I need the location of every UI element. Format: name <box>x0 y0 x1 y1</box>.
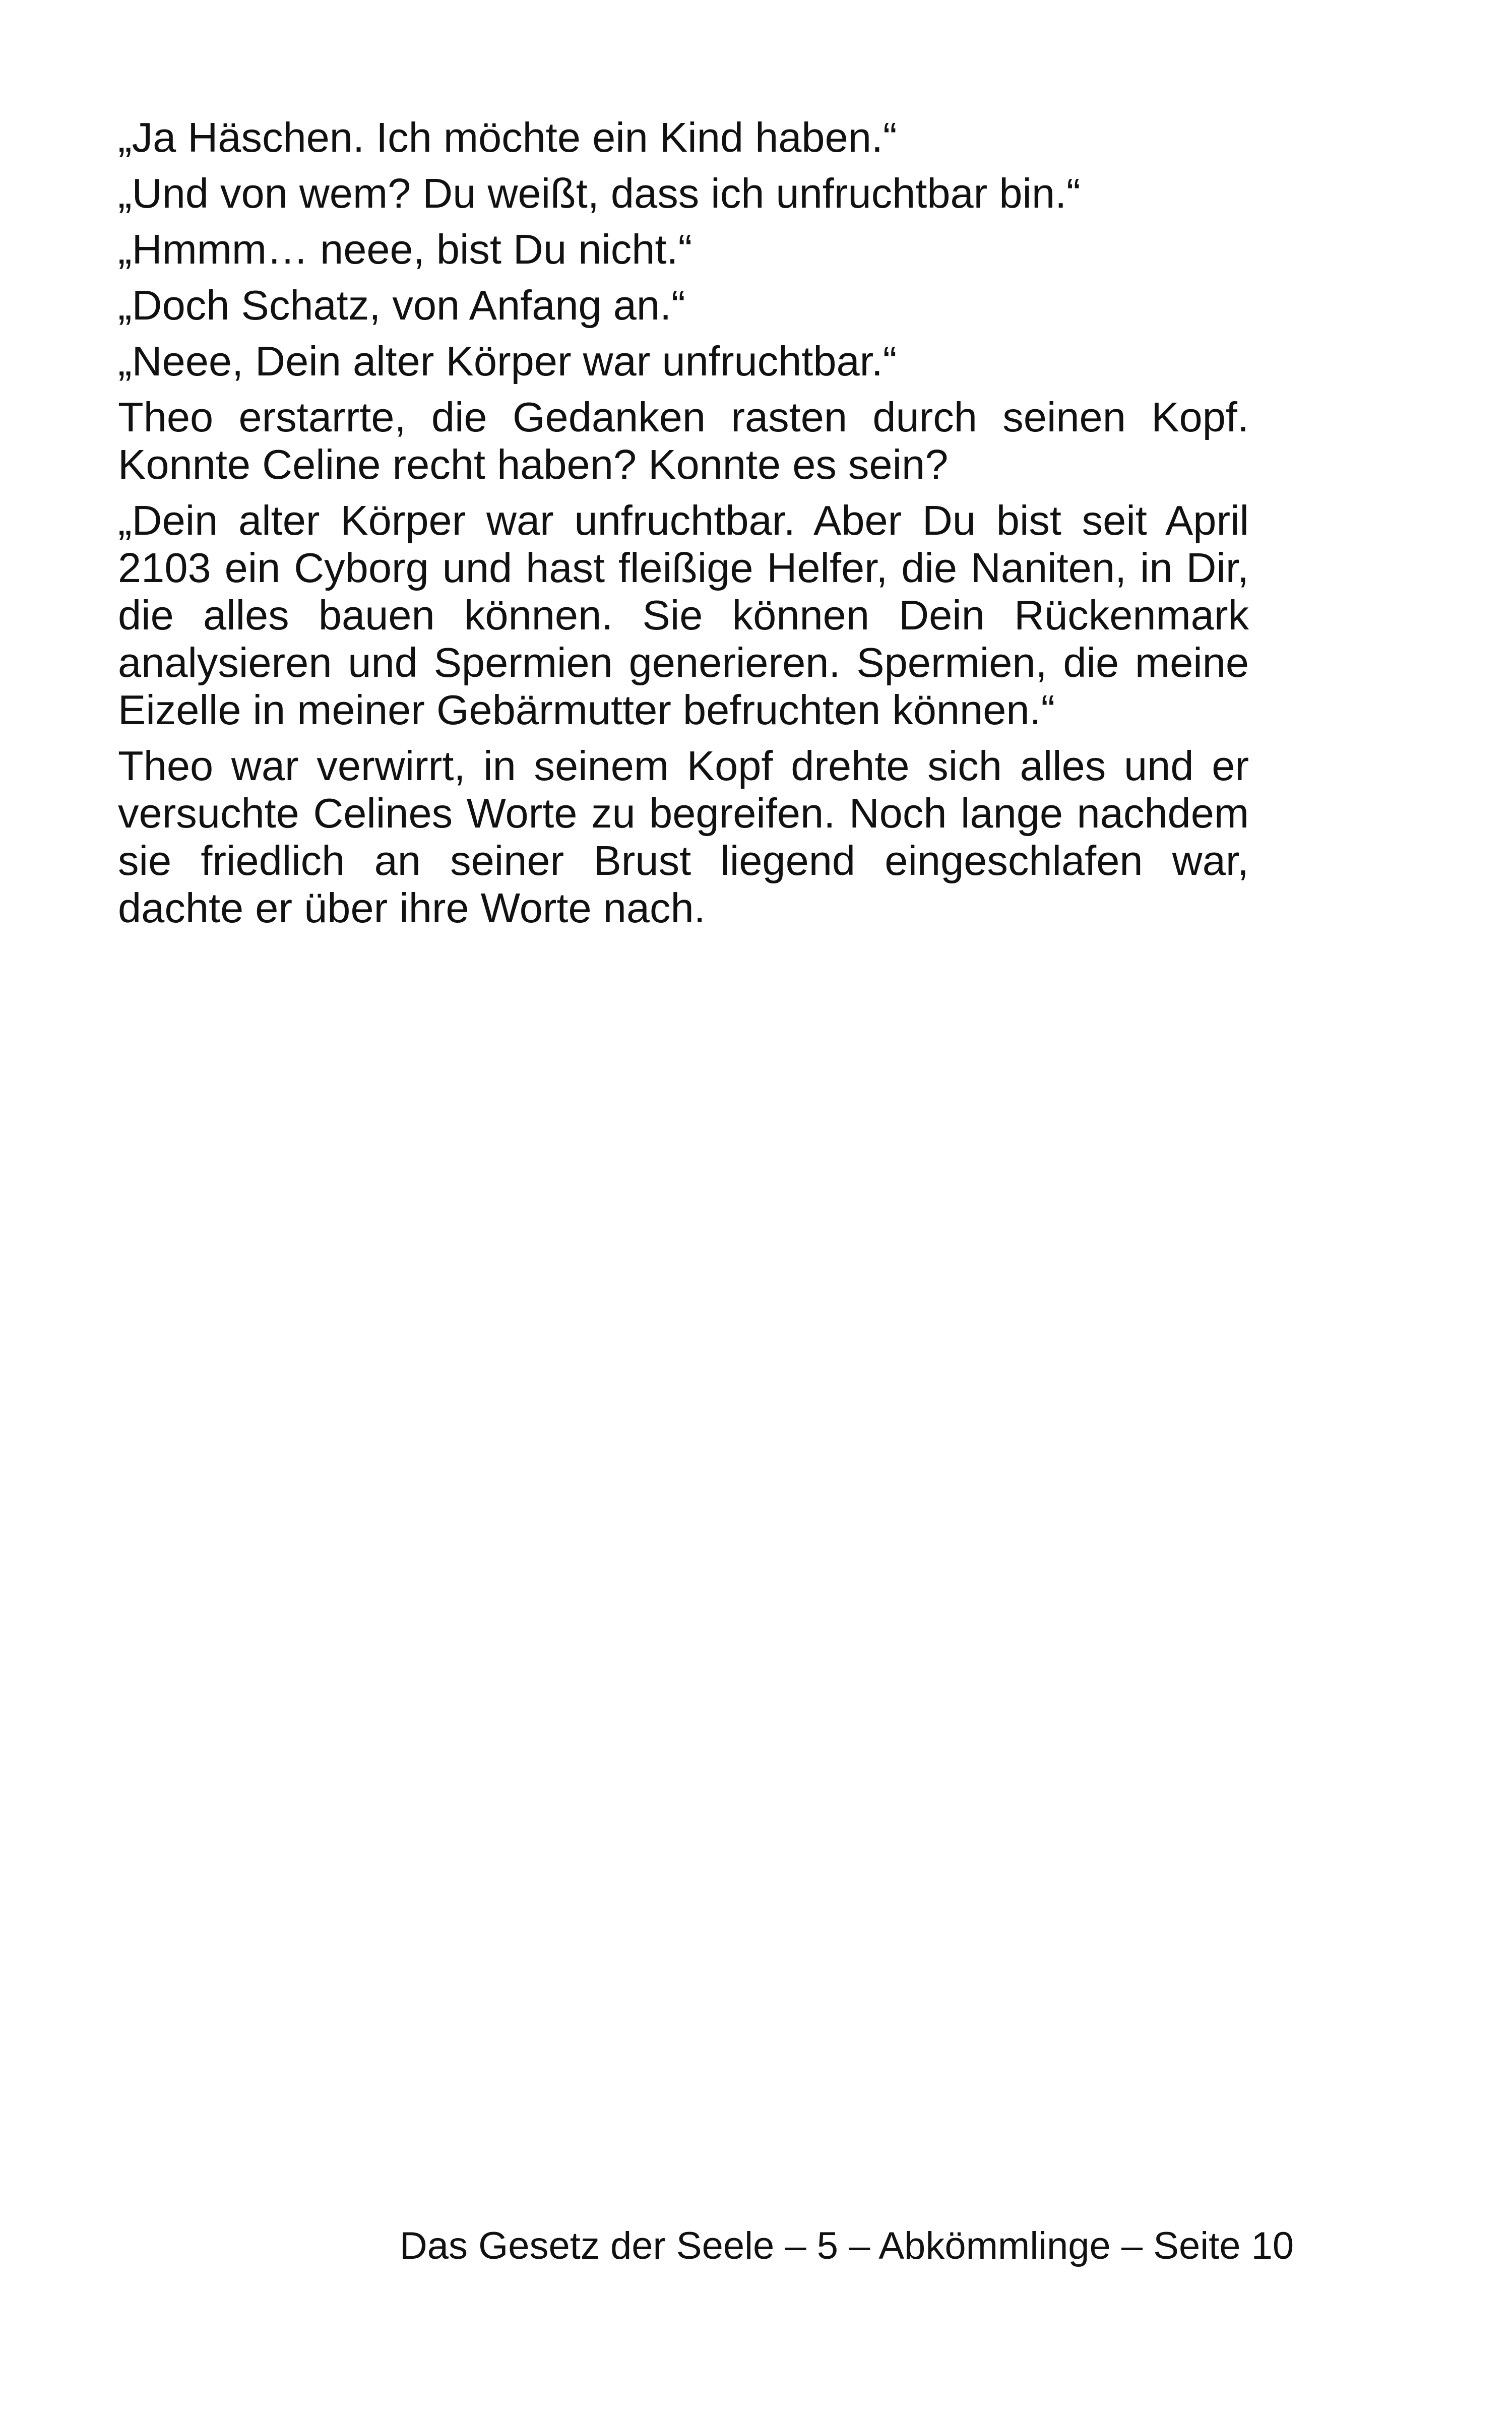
paragraph-2: „Und von wem? Du weißt, dass ich unfruchtbar bin.“ <box>118 170 1081 217</box>
footer-text: Das Gesetz der Seele – 5 – Abkömmlinge – Seite 10 <box>399 2224 1294 2267</box>
paragraph-6: Theo erstarrte, die Gedanken rasten durch seinen Kopf. Konnte Celine recht haben? Konnte es sein? <box>118 394 1249 488</box>
paragraph-3: „Hmmm… neee, bist Du nicht.“ <box>118 226 692 273</box>
body-text <box>118 114 1249 940</box>
paragraph-8: Theo war verwirrt, in seinem Kopf drehte sich alles und er versuchte Celines Worte zu begreifen. Noch lange nachdem sie friedlich an seiner Brust liegend eingeschlafen war, dachte er über ihre Worte nach. <box>118 742 1249 931</box>
page-footer <box>0 2223 1371 2269</box>
paragraph-7: „Dein alter Körper war unfruchtbar. Aber Du bist seit April 2103 ein Cyborg und hast fleißige Helfer, die Naniten, in Dir, die alles bauen können. Sie können Dein Rückenmark analysieren und Spermien generieren. Spermien, die meine Eizelle in meiner Gebärmutter befruchten können.“ <box>118 497 1249 733</box>
paragraph-5: „Neee, Dein alter Körper war unfruchtbar.“ <box>118 338 897 385</box>
paragraph-4: „Doch Schatz, von Anfang an.“ <box>118 282 685 329</box>
paragraph-1: „Ja Häschen. Ich möchte ein Kind haben.“ <box>118 114 897 161</box>
